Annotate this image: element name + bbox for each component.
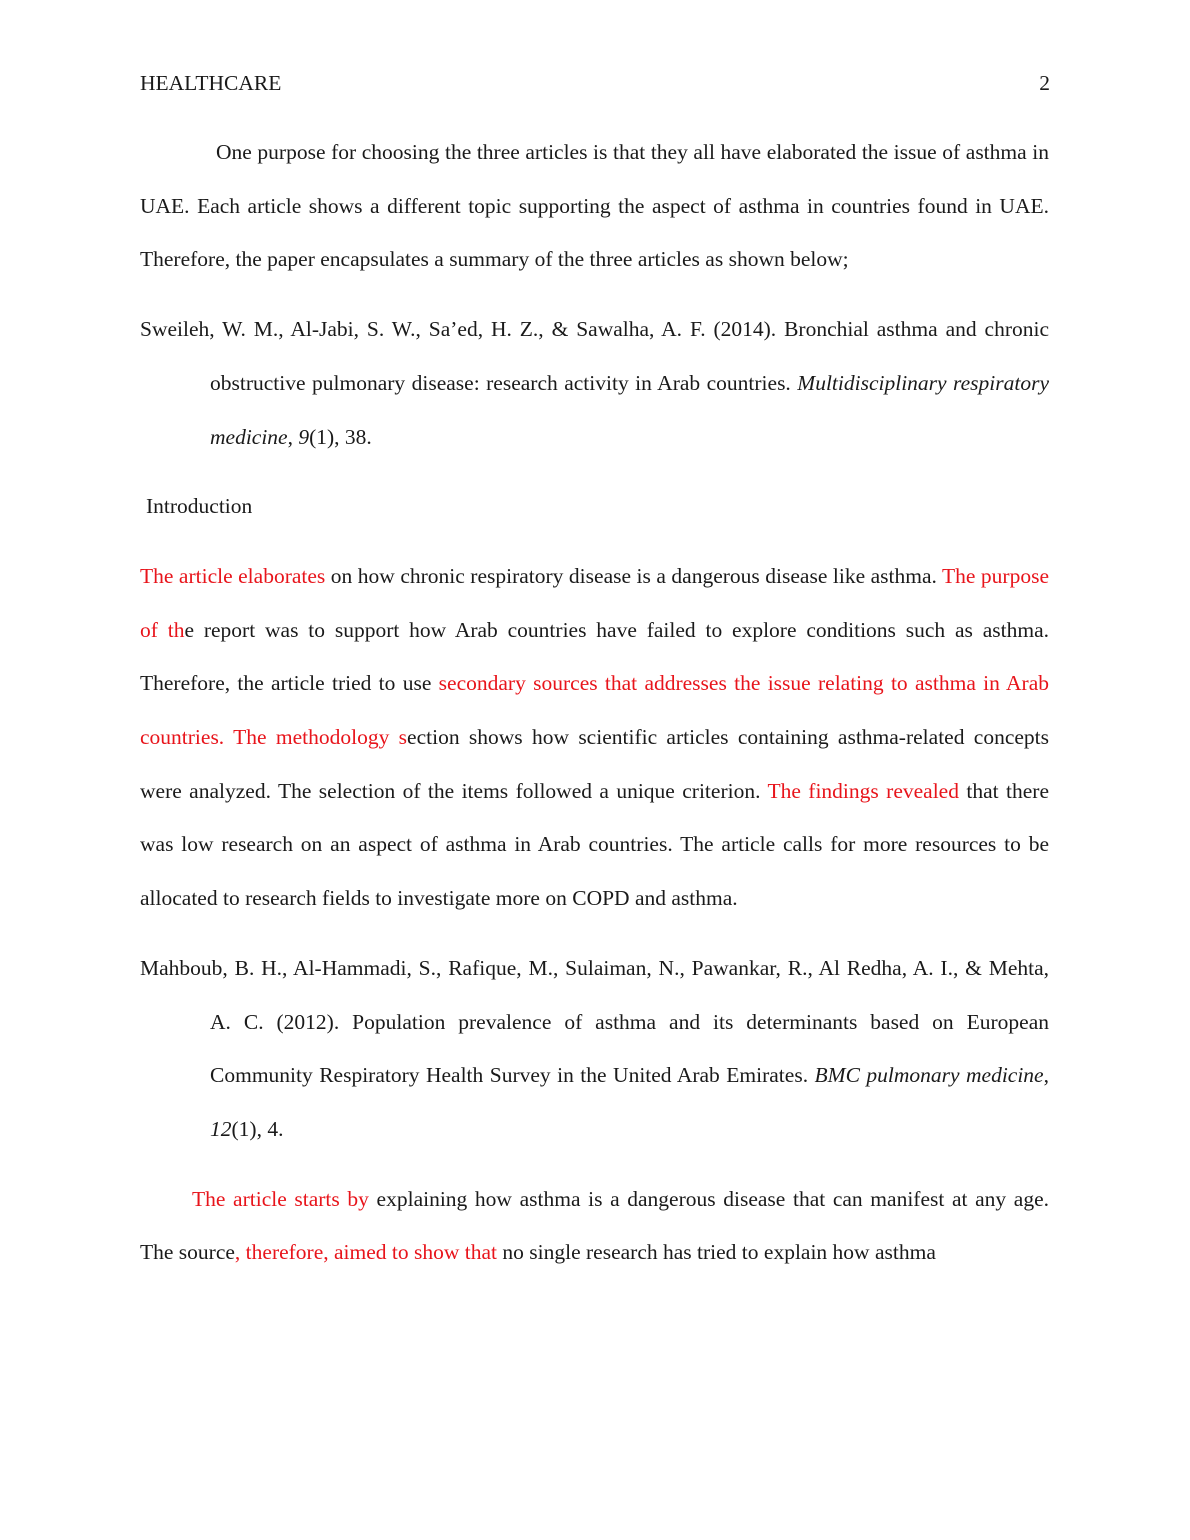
intro-paragraph: One purpose for choosing the three articles is that they all have elaborated the issue of asthma in UAE. Each article shows a different topic supporting the aspect of asthma in countries found in UAE. Therefore, the paper encapsulates a summary of the three articles as shown below; — [140, 140, 1049, 272]
section-heading-introduction: Introduction — [146, 494, 253, 519]
header-title: HEALTHCARE — [140, 71, 282, 95]
running-header — [140, 71, 1050, 101]
summary-paragraph-1: The article elaborates on how chronic respiratory disease is a dangerous disease like asthma. The purpose of the report was to support how Arab countries have failed to explore conditions such as asthma. Therefore, the article tried to use secondary sources that addresses the issue relating to asthma in Arab countries. The methodology section shows how scientific articles containing asthma-related concepts were analyzed. The selection of the items followed a unique criterion. The findings revealed that there was low research on an aspect of asthma in Arab countries. The article calls for more resources to be allocated to research fields to investigate more on COPD and asthma. — [140, 563, 1049, 911]
document-body — [140, 126, 1049, 1280]
reference-sweileh: Sweileh, W. M., Al-Jabi, S. W., Sa’ed, H. Z., & Sawalha, A. F. (2014). Bronchial asthma and chronic obstructive pulmonary disease: research activity in Arab countries. Multidisciplinary respiratory medicine, 9(1), 38. — [140, 317, 1049, 449]
reference-mahboub: Mahboub, B. H., Al-Hammadi, S., Rafique, M., Sulaiman, N., Pawankar, R., Al Redha, A. I., & Mehta, A. C. (2012). Population prevalence of asthma and its determinants based on European Community Respiratory Health Survey in the United Arab Emirates. BMC pulmonary medicine, 12(1), 4. — [140, 955, 1049, 1141]
page-number: 2 — [1039, 71, 1050, 95]
summary-paragraph-2: The article starts by explaining how asthma is a dangerous disease that can manifest at any age. The source, therefore, aimed to show that no single research has tried to explain how asthma — [140, 1186, 1049, 1265]
